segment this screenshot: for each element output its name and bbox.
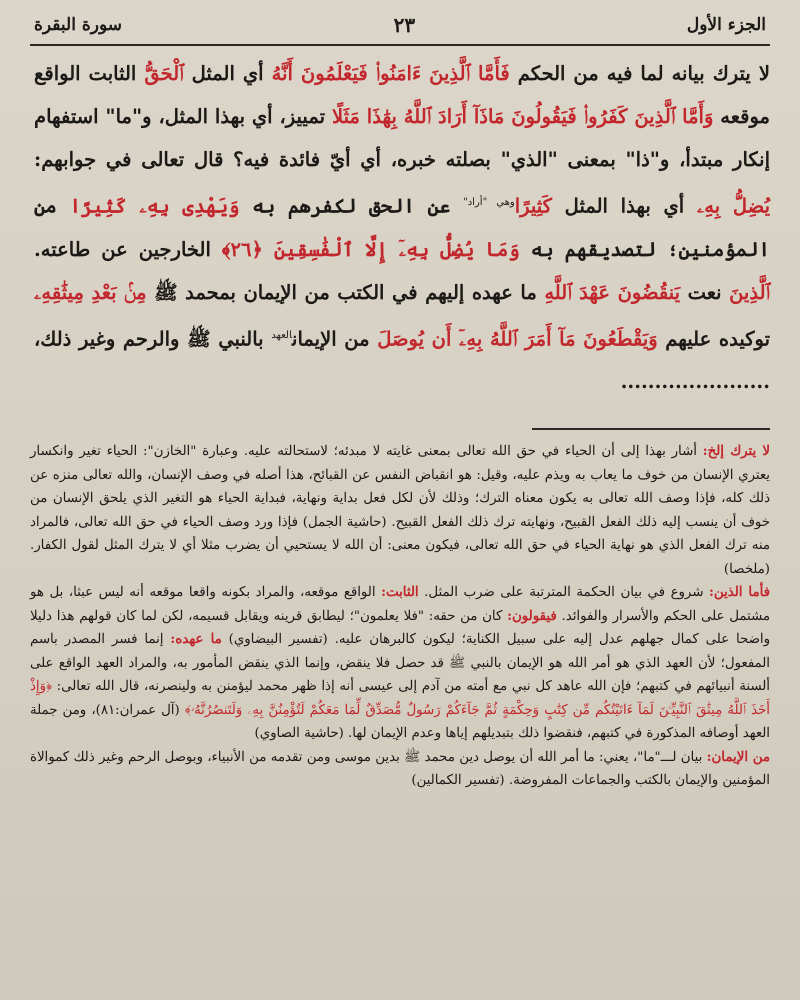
quran-verse: فَأَمَّا ٱلَّذِينَ ءَامَنُوا۟ فَيَعْلَمُونَ أَنَّهُ [271, 62, 510, 85]
header-divider [30, 44, 770, 46]
page-number: ٢٣ [393, 13, 416, 37]
continuation-dots: ...................... [620, 370, 770, 393]
quran-verse: وَيَقْطَعُونَ مَآ أَمَرَ ٱللَّهُ بِهِۦٓ أَن يُوصَلَ [377, 327, 658, 350]
commentary-lemma: ما عهده: [170, 632, 222, 647]
commentary-paragraph: فأما الذين: شروع في بيان الحكمة المترتبة على ضرب المثل. الثابت: الواقع موقعه، والمراد بكونه واقعا موقعه أنه ليس عبثا، بل هو مشتمل على الحكم والأسرار والفوائد. فيقولون: كان من حقه: "فلا يعلمون"؛ ليطابق قرينه ويقابل قسيمه، لكن لما كان قولهم هذا دليلا واضحا على كمال جهلهم عدل إليه على سبيل الكناية؛ ليكون كالبرهان عليه. (تفسير البيضاوي) ما عهده: إنما فسر المصدر باسم المفعول؛ لأن العهد الذي هو أمر الله هو الإيمان بالنبي ﷺ قد حصل فلا ينقض، وإنما الذي ينقض المأمور به، والمراد العهد الواقع على ألسنة أنبيائهم في كتبهم؛ فإن الله عاهد كل نبي مع أمته من آدم إلى عيسى أنه إذا ظهر محمد ليؤمنن به ولينصرنه، قال الله تعالى: ﴿وَإِذْ أَخَذَ ٱللَّهُ مِيثَٰقَ ٱلنَّبِيِّـۧنَ لَمَآ ءَاتَيْتُكُم مِّن كِتَٰبٍ وَحِكْمَةٍ ثُمَّ جَآءَكُمْ رَسُولٌ مُّصَدِّقٌ لِّمَا مَعَكُمْ لَتُؤْمِنُنَّ بِهِۦ وَلَتَنصُرُنَّهُۥ﴾ (آل عمران:٨١)، ومن جملة العهد أوصافه المذكورة في كتبهم، فنقضوا ذلك بتبديلهم إياها وعدم الإيمان لها. (حاشية الصاوي) [30, 585, 771, 741]
quran-verse: يُضِلُّ بِهِۦ [696, 194, 770, 218]
quran-verse: مِنۢ بَعْدِ مِيثَٰقِهِۦ [34, 280, 147, 304]
commentary-notes [30, 440, 770, 793]
main-paragraph: لا يترك بيانه لما فيه من الحكم فَأَمَّا ٱلَّذِينَ ءَامَنُوا۟ فَيَعْلَمُونَ أَنَّهُ أي المثل ٱلْحَقُّ الثابت الواقع موقعه وَأَمَّا ٱلَّذِينَ كَفَرُوا۟ فَيَقُولُونَ مَاذَآ أَرَادَ ٱللَّهُ بِهَٰذَا مَثَلًا تمييز، أي بهذا المثل، و"ما" استفهام إنكار مبتدأ، و"ذا" بمعنى "الذي" بصلته خبره، أي أيّ فائدة فيه؟ قال تعالى في جوابهم: يُضِلُّ بِهِۦ أي بهذا المثل كَثِيرًا$^{وهي "أراد"}$ عن الحق لكفرهم به وَيَهْدِى بِهِۦ كَثِيرًا من المؤمنين؛ لتصديقهم به وَمَا يُضِلُّ بِهِۦٓ إِلَّا ٱلْفَٰسِقِينَ ﴿٢٦﴾ الخارجين عن طاعته. ٱلَّذِينَ نعت يَنقُضُونَ عَهْدَ ٱللَّهِ ما عهده إليهم في الكتب من الإيمان بمحمد ﷺ مِنۢ بَعْدِ مِيثَٰقِهِۦ توكيده عليهم وَيَقْطَعُونَ مَآ أَمَرَ ٱللَّهُ بِهِۦٓ أَن يُوصَلَ من الإيمان$^{العهد}$ بالنبي ﷺ والرحم وغير ذلك، ...................... [34, 62, 771, 393]
footnote-divider [532, 428, 770, 430]
quran-verse: كَثِيرًا [514, 194, 552, 218]
lemma-la-yatruk: لا يترك [712, 62, 770, 85]
quran-verse: وَأَمَّا ٱلَّذِينَ كَفَرُوا۟ فَيَقُولُونَ مَاذَآ أَرَادَ ٱللَّهُ بِهَٰذَا مَثَلًا [331, 105, 714, 128]
quran-verse: ٱلْحَقُّ [144, 62, 184, 85]
commentary-paragraph: لا يترك إلخ: أشار بهذا إلى أن الحياء في حق الله تعالى بمعنى غايته لا مبدئه؛ لاستحالته عليه. وعبارة "الخازن": الحياء تغير وانكسار يعتري الإنسان من خوف ما يعاب به ويذم عليه، وقيل: هو انقباض النفس عن القبائح، هذا أصله في وصف الإنسان، والله تعالى منزه عن ذلك كله، فإذا وصف الله تعالى به يكون معناه الترك؛ وذلك لأن لكل فعل بداية ونهاية، فبداية الحياء هو التغير الذي يلحق الإنسان من خوف أن ينسب إليه ذلك الفعل القبيح، ونهايته ترك ذلك الفعل القبيح. (حاشية الجمل) فإذا ورد وصف الحياء في حق الله تعالى، فالمراد منه ترك الفعل الذي هو نهاية الحياء في حق الله تعالى، فيكون معنى: أن الله لا يستحيي أن يضرب مثلا أي لا يترك المثل لقول الكفار. (ملخصا) [30, 444, 771, 577]
interlinear-note: العهد [271, 329, 293, 341]
commentary-paragraph: من الإيمان: بيان لـــ"ما"، يعني: ما أمر الله أن يوصل دين محمد ﷺ بدين موسى ومن تقدمه من الأنبياء، وبوصل الرحم وغير ذلك كموالاة المؤمنين والإيمان بالكتب والجماعات المفروضة. (تفسير الكمالين) [30, 749, 770, 788]
commentary-lemma: فأما الذين: [708, 585, 770, 600]
quran-verse: يَنقُضُونَ عَهْدَ ٱللَّهِ [544, 280, 681, 304]
juz-title: الجزء الأول [686, 15, 766, 35]
quran-verse: ٱلَّذِينَ [729, 280, 770, 304]
quran-verse: وَمَا يُضِلُّ بِهِۦٓ إِلَّا ٱلْفَٰسِقِينَ ﴿٢٦﴾ [221, 237, 520, 261]
commentary-lemma: لا يترك إلخ: [702, 444, 771, 459]
quran-verse: وَيَهْدِى بِهِۦ كَثِيرًا [69, 194, 240, 218]
interlinear-note: وهي "أراد" [463, 197, 515, 208]
commentary-lemma: الثابت: [381, 585, 419, 600]
main-text [34, 52, 770, 403]
surah-title: سورة البقرة [34, 15, 122, 35]
quran-quote: ﴿وَإِذْ أَخَذَ ٱللَّهُ مِيثَٰقَ ٱلنَّبِيِّـۧنَ لَمَآ ءَاتَيْتُكُم مِّن كِتَٰبٍ وَحِكْمَةٍ ثُمَّ جَآءَكُمْ رَسُولٌ مُّصَدِّقٌ لِّمَا مَعَكُمْ لَتُؤْمِنُنَّ بِهِۦ وَلَتَنصُرُنَّهُۥ﴾ [30, 679, 770, 718]
commentary-lemma: فيقولون: [507, 608, 557, 624]
page-header [34, 8, 766, 42]
commentary-lemma: من الإيمان: [706, 749, 770, 765]
